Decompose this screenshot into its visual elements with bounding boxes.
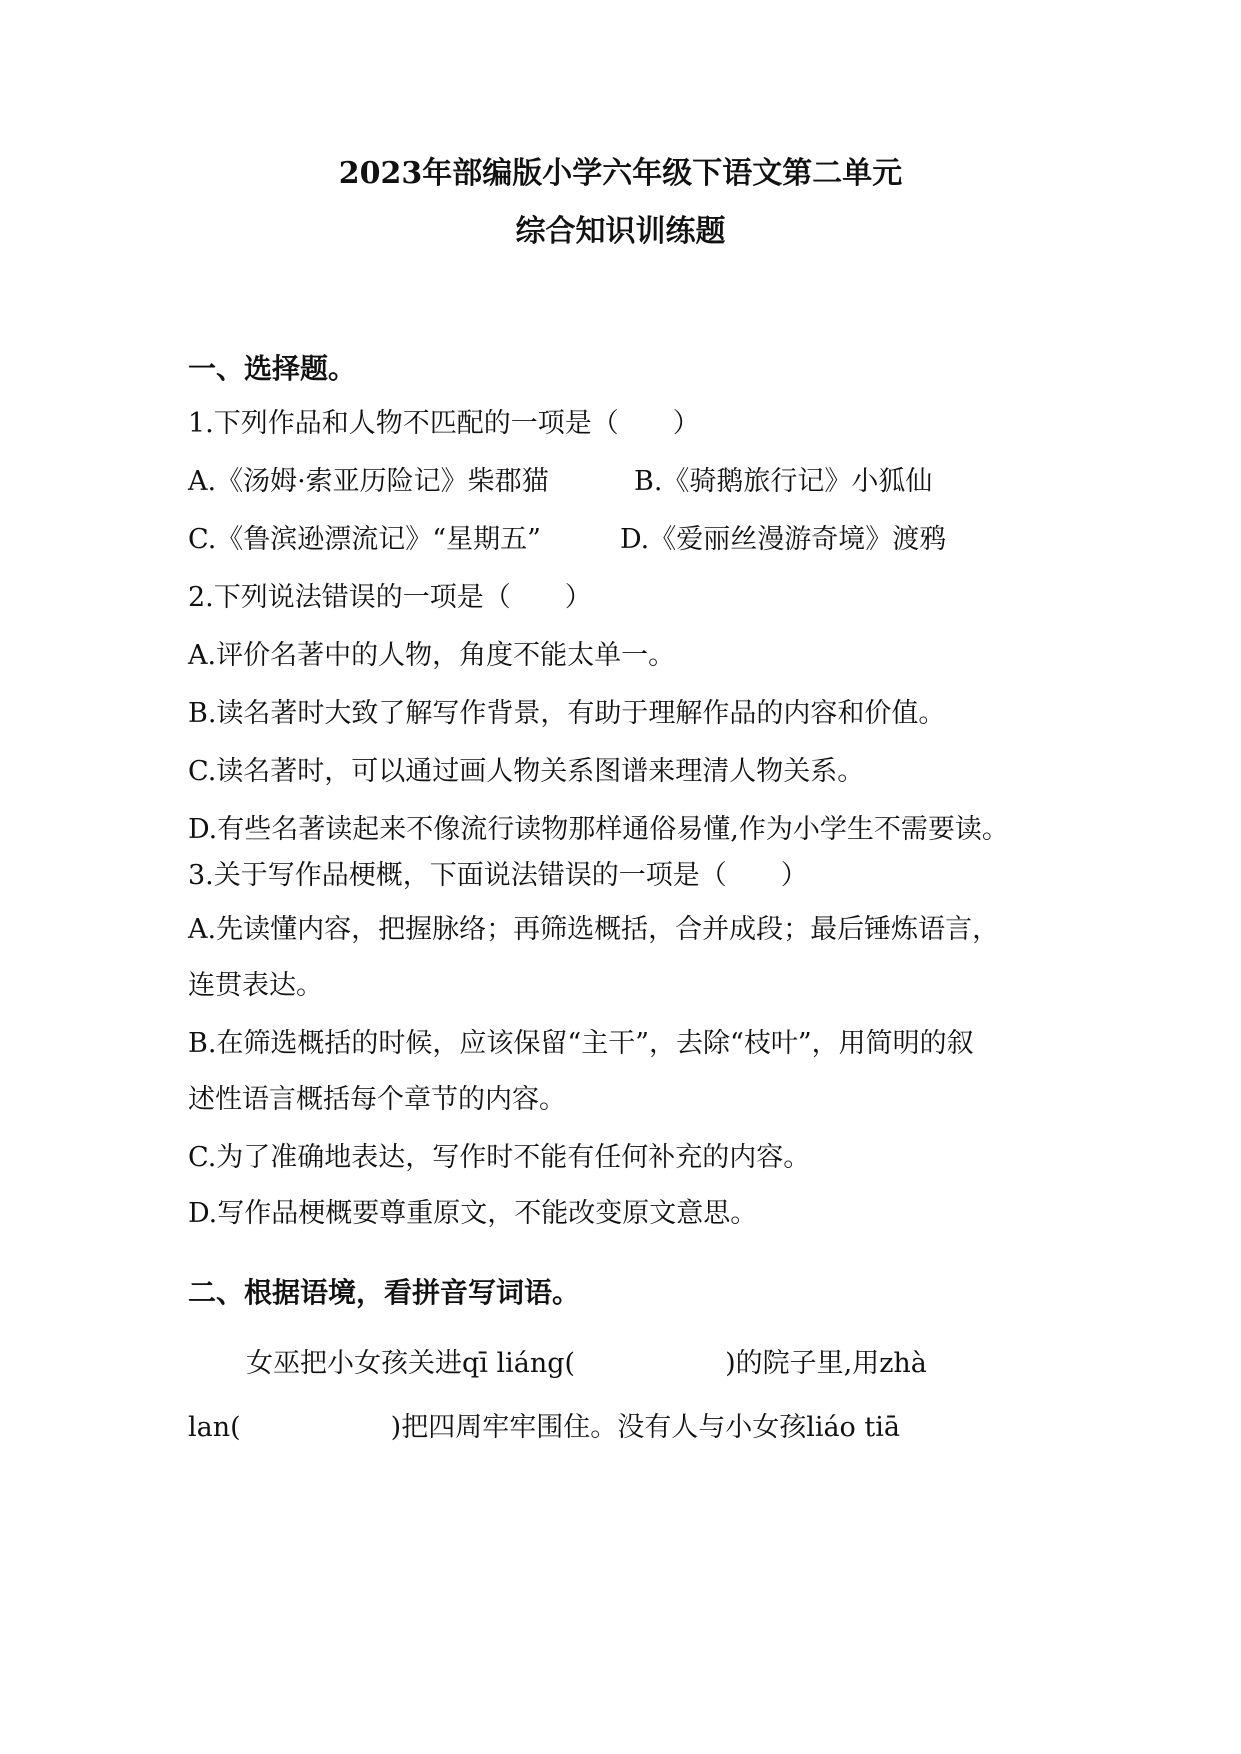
question-1-option-a: A.《汤姆·索亚历险记》柴郡猫 — [188, 466, 549, 497]
question-2-option-d: D.有些名著读起来不像流行读物那样通俗易懂,作为小学生不需要读。 — [188, 814, 1009, 845]
question-2-stem: 2.下列说法错误的一项是（ ） — [188, 582, 592, 613]
pinyin-paragraph-line-2 — [188, 1412, 900, 1444]
pinyin-paragraph-line-1 — [246, 1348, 927, 1380]
pinyin-text-segment: )的院子里,用zhà — [725, 1348, 927, 1379]
question-2-option-b: B.读名著时大致了解写作背景，有助于理解作品的内容和价值。 — [188, 698, 946, 729]
question-2-option-c: C.读名著时，可以通过画人物关系图谱来理清人物关系。 — [188, 756, 865, 787]
question-3-option-a-line-2: 连贯表达。 — [188, 970, 323, 1001]
pinyin-text-segment: )把四周牢牢围住。没有人与小女孩liáo tiā — [390, 1412, 900, 1443]
section-2-heading: 二、根据语境，看拼音写词语。 — [188, 1276, 581, 1309]
question-3-option-b-line-2: 述性语言概括每个章节的内容。 — [188, 1084, 566, 1115]
title-line-1: 2023年部编版小学六年级下语文第二单元 — [338, 156, 903, 191]
question-3-option-c: C.为了准确地表达，写作时不能有任何补充的内容。 — [188, 1142, 811, 1173]
question-1-option-d: D.《爱丽丝漫游奇境》渡鸦 — [620, 524, 947, 555]
question-2-option-a: A.评价名著中的人物，角度不能太单一。 — [188, 640, 676, 671]
section-1-heading: 一、选择题。 — [188, 352, 357, 385]
pinyin-text-segment: lan( — [188, 1412, 241, 1443]
question-1-option-b: B.《骑鹅旅行记》小狐仙 — [634, 466, 933, 497]
question-3-option-d: D.写作品梗概要尊重原文，不能改变原文意思。 — [188, 1198, 758, 1229]
pinyin-text-segment: 女巫把小女孩关进qī liáng( — [246, 1348, 576, 1379]
question-1-option-c: C.《鲁滨逊漂流记》“星期五” — [188, 524, 541, 555]
question-1-stem: 1.下列作品和人物不匹配的一项是（ ） — [188, 408, 700, 439]
question-3-option-b-line-1: B.在筛选概括的时候，应该保留“主干”，去除“枝叶”，用简明的叙 — [188, 1028, 974, 1059]
question-3-option-a-line-1: A.先读懂内容，把握脉络；再筛选概括，合并成段；最后锤炼语言， — [188, 914, 1000, 945]
question-3-stem: 3.关于写作品梗概，下面说法错误的一项是（ ） — [188, 860, 808, 891]
title-line-2: 综合知识训练题 — [515, 214, 726, 249]
